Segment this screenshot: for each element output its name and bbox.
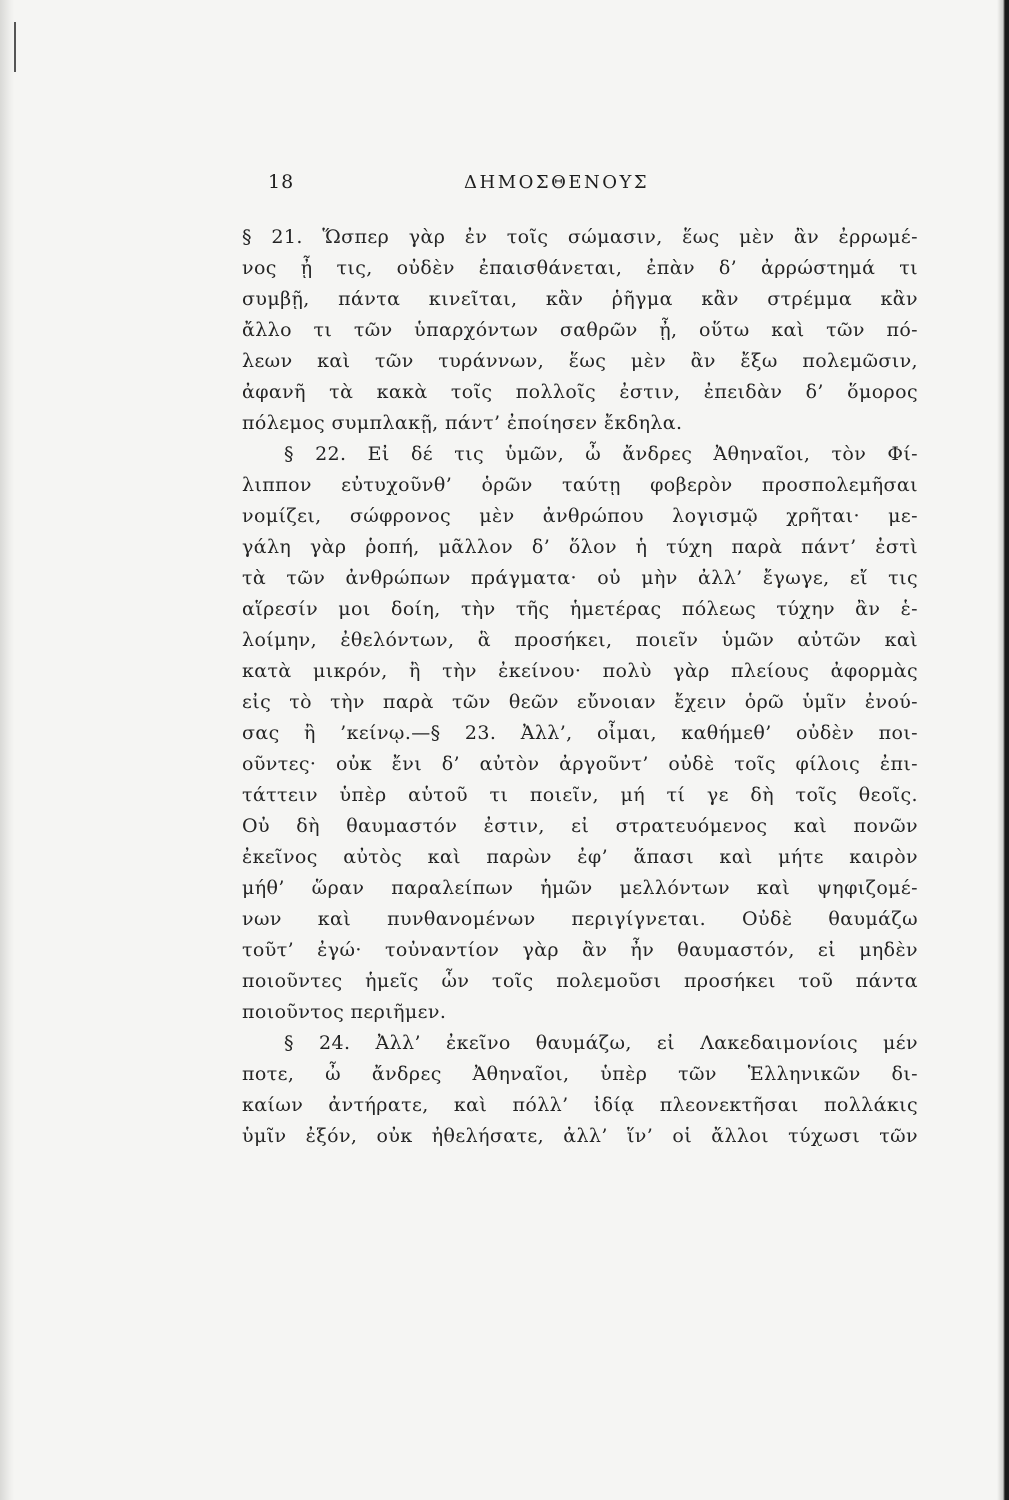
text-line: ποιοῦντες ἡμεῖς ὧν τοῖς πολεμοῦσι προσήκει τοῦ πάντα [242,970,918,992]
text-line: νομίζει, σώφρονος μὲν ἀνθρώπου λογισμῷ χρῆται· με- [242,505,918,527]
text-line: σας ἢ ’κείνῳ.—§ 23. Ἀλλ’, οἶμαι, καθήμεθ’ οὐδὲν ποι- [242,722,918,744]
text-line: § 24. Ἀλλ’ ἐκεῖνο θαυμάζω, εἰ Λακεδαιμονίοις μέν [284,1032,918,1054]
text-line: § 21. Ὥσπερ γὰρ ἐν τοῖς σώμασιν, ἕως μὲν ἂν ἐρρωμέ- [242,226,918,248]
text-line: λιππον εὐτυχοῦνθ’ ὁρῶν ταύτῃ φοβερὸν προσπολεμῆσαι [242,474,918,496]
body-text [242,222,918,1152]
text-line: συμβῇ, πάντα κινεῖται, κἂν ῥῆγμα κἂν στρέμμα κἂν [242,288,918,310]
text-line: εἰς τὸ τὴν παρὰ τῶν θεῶν εὔνοιαν ἔχειν ὁρῶ ὑμῖν ἐνού- [242,691,918,713]
text-line: τοῦτ’ ἐγώ· τοὐναντίον γὰρ ἂν ἦν θαυμαστόν, εἰ μηδὲν [242,939,918,961]
text-line: ἄλλο τι τῶν ὑπαρχόντων σαθρῶν ᾖ, οὕτω καὶ τῶν πό- [242,319,918,341]
text-line: ποιοῦντος περιῆμεν. [242,1001,447,1023]
text-line: λοίμην, ἐθελόντων, ἃ προσήκει, ποιεῖν ὑμῶν αὐτῶν καὶ [242,629,918,651]
text-line: κατὰ μικρόν, ἢ τὴν ἐκείνου· πολὺ γὰρ πλείους ἀφορμὰς [242,660,918,682]
text-line: νων καὶ πυνθανομένων περιγίγνεται. Οὐδὲ θαυμάζω [242,908,918,930]
page-header [268,171,668,201]
text-line: γάλη γὰρ ῥοπή, μᾶλλον δ’ ὅλον ἡ τύχη παρὰ πάντ’ ἐστὶ [242,536,918,558]
text-line: αἵρεσίν μοι δοίη, τὴν τῆς ἡμετέρας πόλεως τύχην ἂν ἑ- [242,598,918,620]
text-line: τὰ τῶν ἀνθρώπων πράγματα· οὐ μὴν ἀλλ’ ἔγωγε, εἴ τις [242,567,918,589]
text-line: ὑμῖν ἐξόν, οὐκ ἠθελήσατε, ἀλλ’ ἵν’ οἱ ἄλλοι τύχωσι τῶν [242,1125,918,1147]
text-line: καίων ἀντήρατε, καὶ πόλλ’ ἰδίᾳ πλεονεκτῆσαι πολλάκις [242,1094,918,1116]
text-line: μήθ’ ὥραν παραλείπων ἡμῶν μελλόντων καὶ ψηφιζομέ- [242,877,918,899]
text-line: νος ᾖ τις, οὐδὲν ἐπαισθάνεται, ἐπὰν δ’ ἀρρώστημά τι [242,257,918,279]
binding-mark [14,22,16,72]
text-line: πόλεμος συμπλακῇ, πάντ’ ἐποίησεν ἔκδηλα. [242,412,683,434]
text-line: § 22. Εἰ δέ τις ὑμῶν, ὦ ἄνδρες Ἀθηναῖοι, τὸν Φί- [284,443,918,465]
text-line: ἀφανῆ τὰ κακὰ τοῖς πολλοῖς ἐστιν, ἐπειδὰν δ’ ὅμορος [242,381,918,403]
text-line: Οὐ δὴ θαυμαστόν ἐστιν, εἰ στρατευόμενος καὶ πονῶν [242,815,918,837]
text-line: οῦντες· οὐκ ἔνι δ’ αὐτὸν ἀργοῦντ’ οὐδὲ τοῖς φίλοις ἐπι- [242,753,918,775]
text-line: τάττειν ὑπὲρ αὑτοῦ τι ποιεῖν, μή τί γε δὴ τοῖς θεοῖς. [242,784,918,806]
running-title: ΔΗΜΟΣΘΕΝΟΥΣ [464,172,650,193]
page-left-edge [0,0,14,1500]
text-line: ποτε, ὦ ἄνδρες Ἀθηναῖοι, ὑπὲρ τῶν Ἑλληνικῶν δι- [242,1063,918,1085]
page-right-edge [997,0,1009,1500]
text-line: λεων καὶ τῶν τυράννων, ἕως μὲν ἂν ἔξω πολεμῶσιν, [242,350,918,372]
page-number: 18 [268,171,295,193]
text-line: ἐκεῖνος αὐτὸς καὶ παρὼν ἐφ’ ἅπασι καὶ μήτε καιρὸν [242,846,918,868]
